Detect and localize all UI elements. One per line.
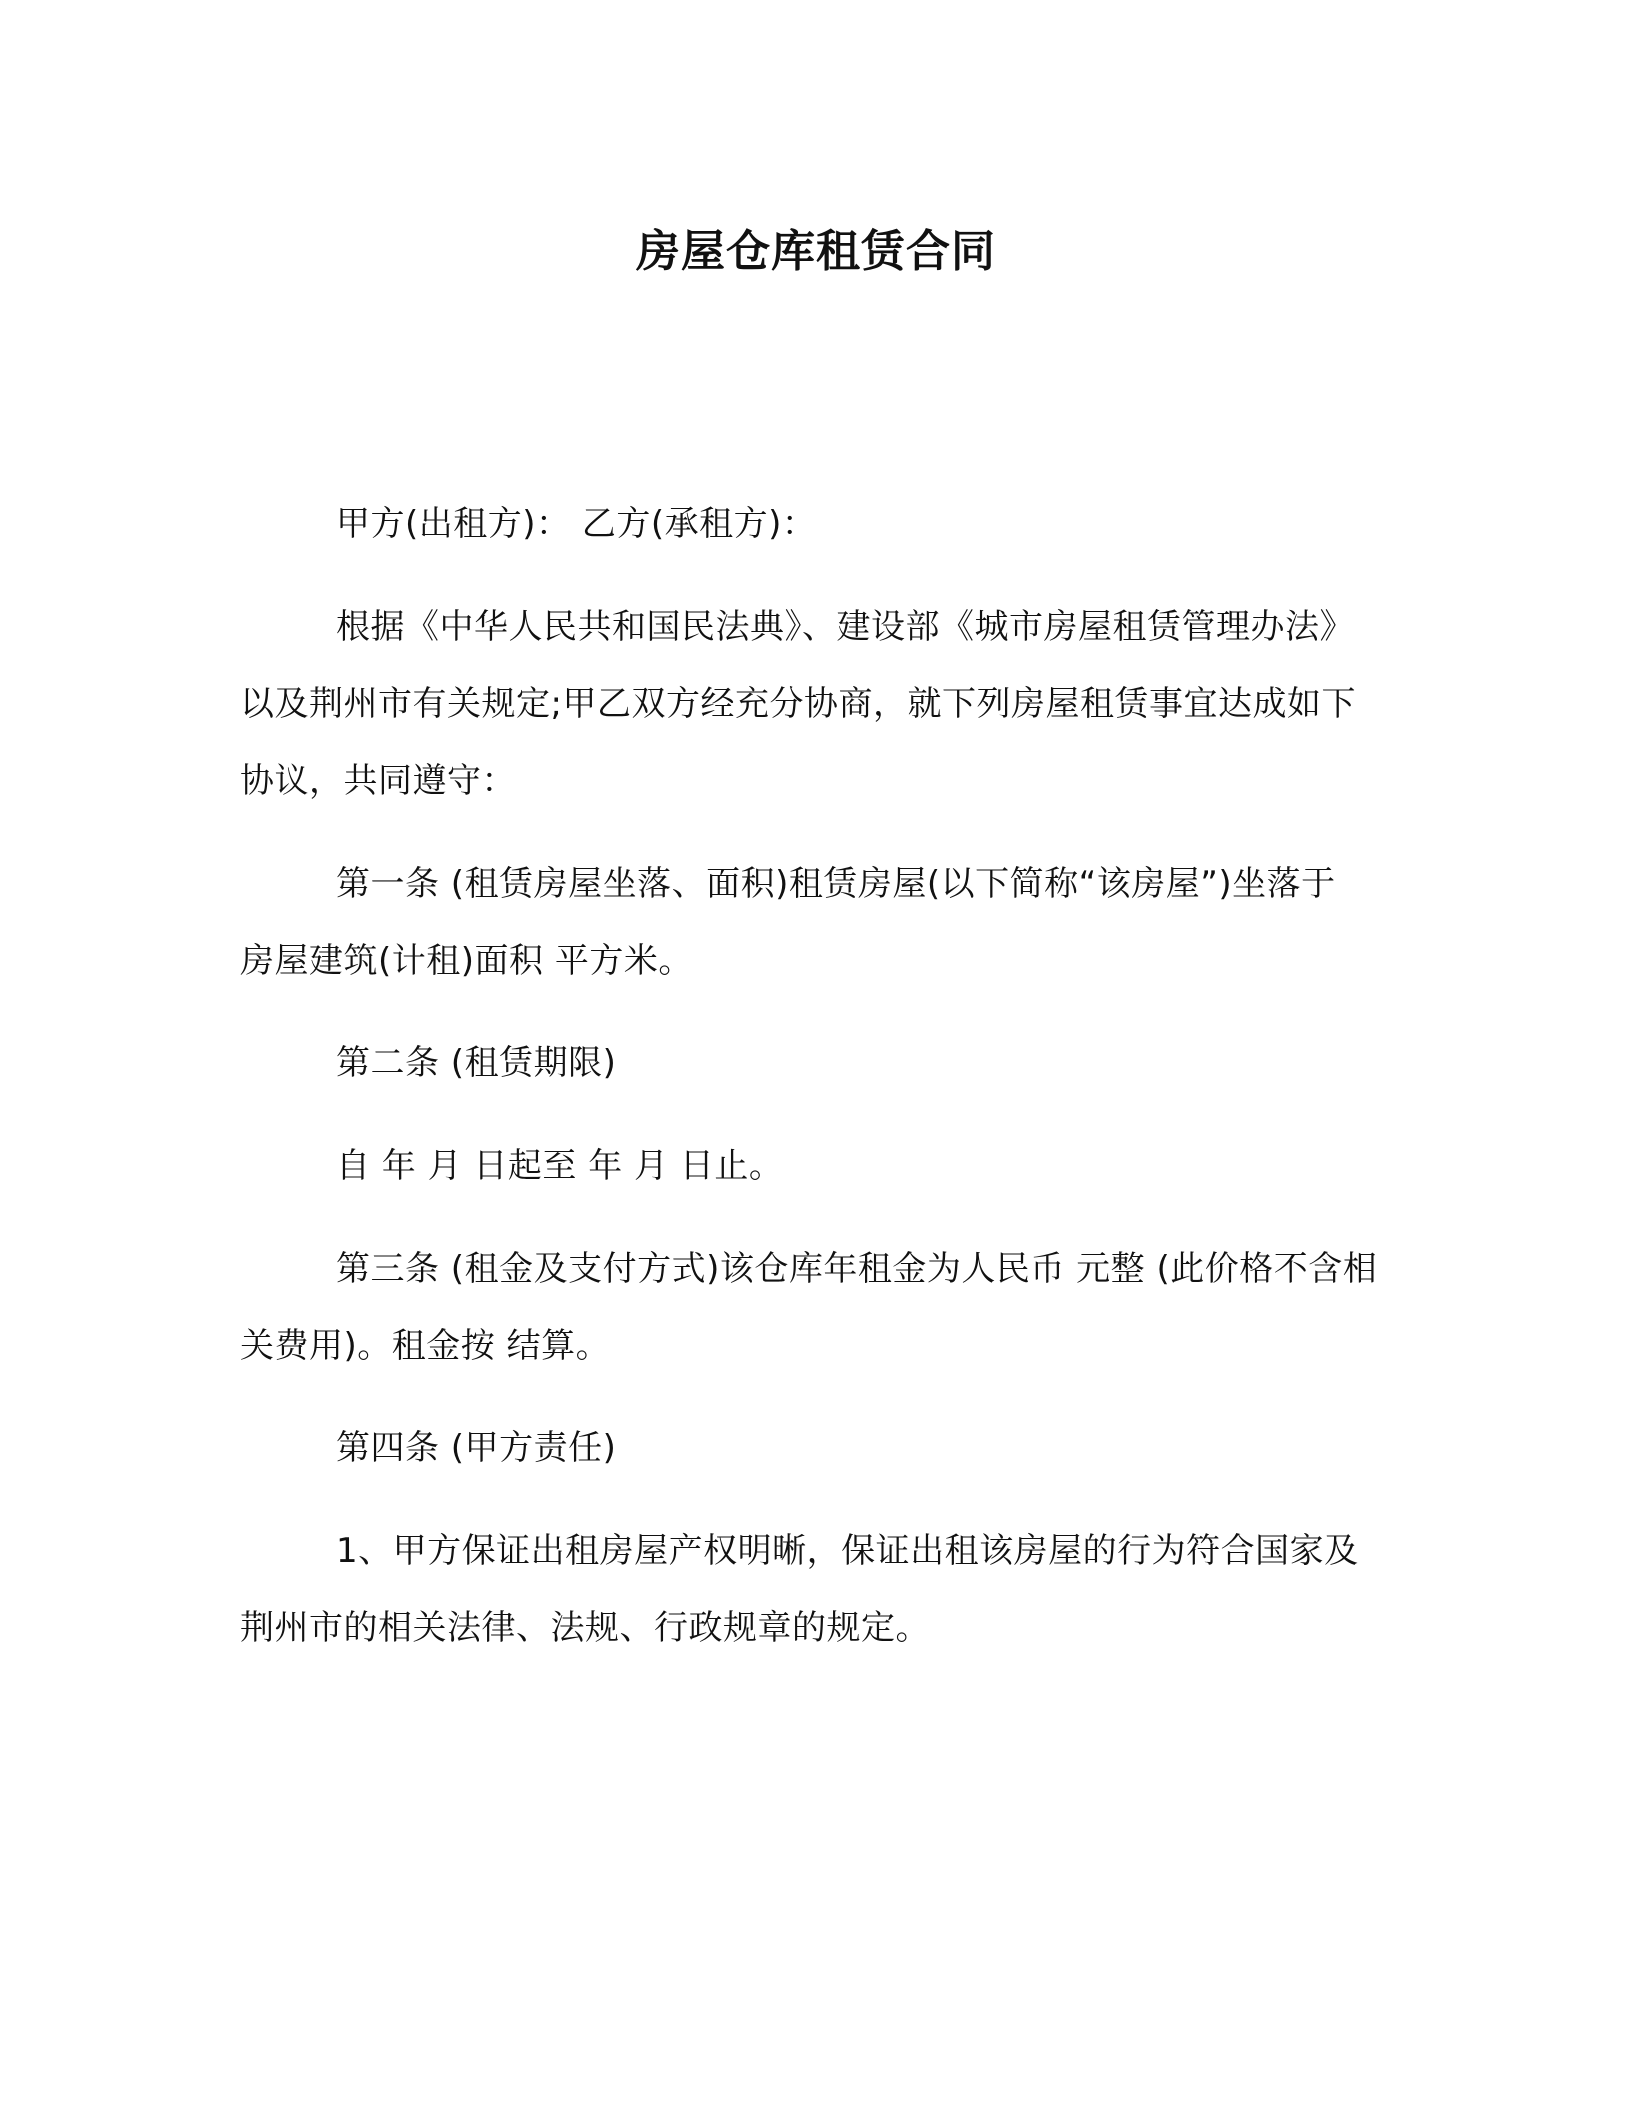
parties-paragraph: 甲方(出租方)： 乙方(承租方)： <box>336 504 817 544</box>
clause-1-paragraph: 1、甲方保证出租房屋产权明晰，保证出租该房屋的行为符合国家及荆州市的相关法律、法规、行政规章的规定。 <box>240 1531 1359 1648</box>
lease-term-paragraph: 自 年 月 日起至 年 月 日止。 <box>336 1146 784 1186</box>
article-4-heading: 第四条 (甲方责任) <box>336 1428 617 1468</box>
document-title: 房屋仓库租赁合同 <box>636 226 996 277</box>
article-1-paragraph: 第一条 (租赁房屋坐落、面积)租赁房屋(以下简称“该房屋”)坐落于 房屋建筑(计租)面积 平方米。 <box>240 864 1336 981</box>
article-2-heading: 第二条 (租赁期限) <box>336 1043 617 1083</box>
article-3-paragraph: 第三条 (租金及支付方式)该仓库年租金为人民币 元整 (此价格不含相关费用)。租金按 结算。 <box>240 1249 1378 1366</box>
intro-paragraph: 根据《中华人民共和国民法典》、建设部《城市房屋租赁管理办法》以及荆州市有关规定;甲乙双方经充分协商，就下列房屋租赁事宜达成如下协议，共同遵守： <box>240 607 1356 801</box>
